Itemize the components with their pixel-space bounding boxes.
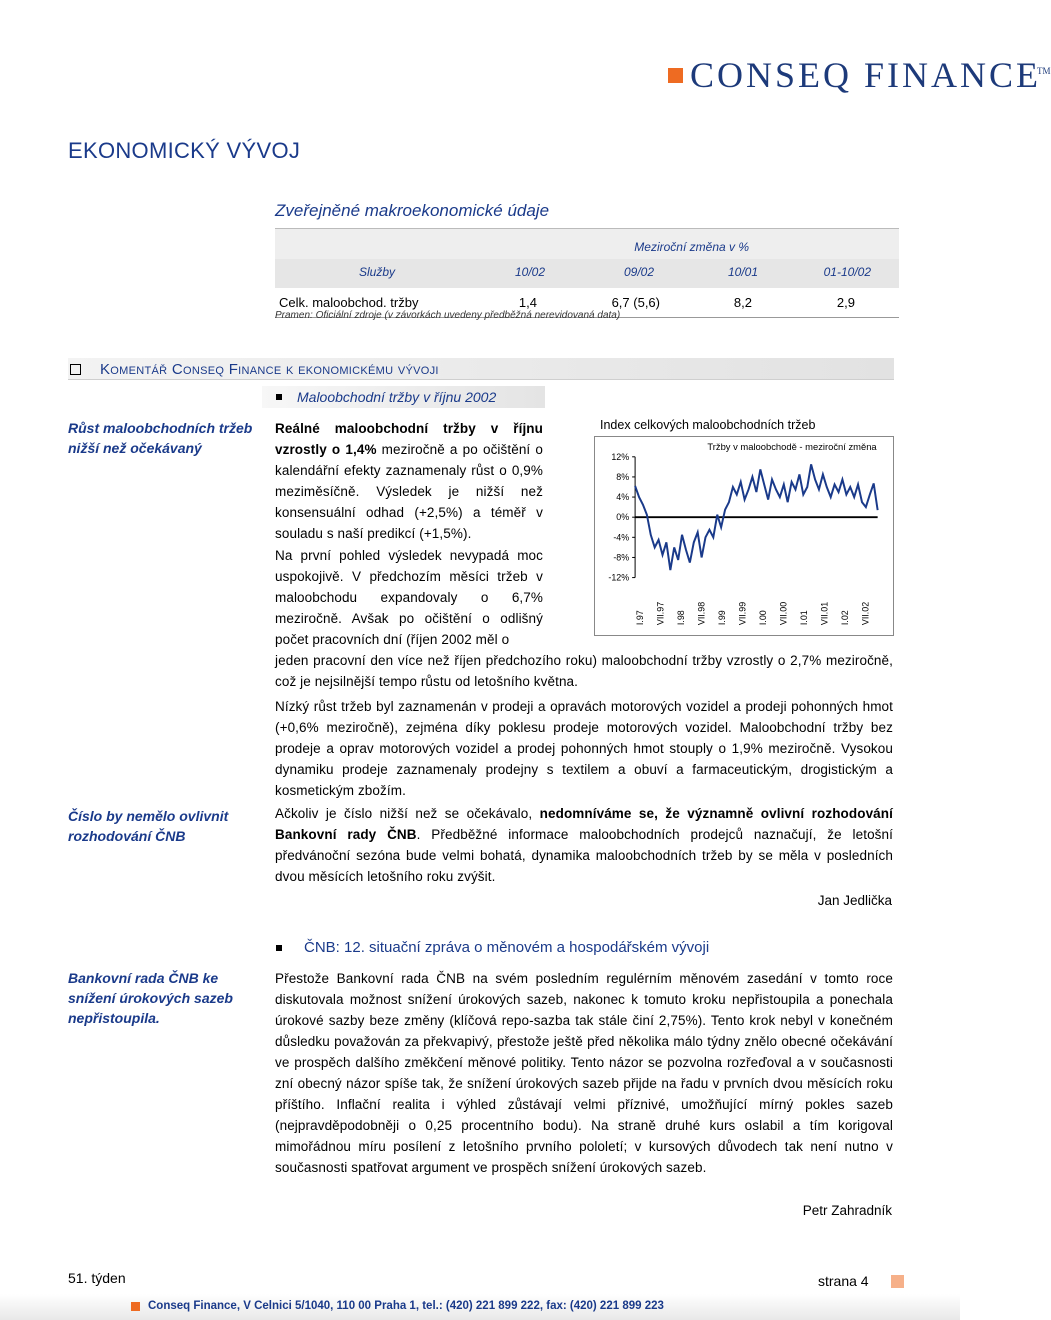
x-tick-label: I.97 — [635, 610, 646, 626]
section-heading-retail: Maloobchodní tržby v říjnu 2002 — [297, 389, 497, 405]
y-tick-label: -12% — [608, 572, 630, 583]
x-tick-label: I.98 — [675, 610, 686, 626]
paragraph-retail-2: Na první pohled výsledek nevypadá moc uspokojivě. V předchozím měsíci tržeb v maloobchodu expandovaly o 6,7% meziročně. Avšak po očištění o odlišný počet pracovních dní (říjen 2002 měl o — [275, 548, 543, 647]
checkbox-bullet-icon — [70, 364, 81, 375]
paragraph-retail-1: Reálné maloobchodní tržby v říjnu vzrostly o 1,4% meziročně a po očištění o kalendářní efekty zaznamenaly růst o 0,9% meziměsíčně. Výsledek je nižší než konsensuální odhad (+2,5%) a téměř v souladu s naší predikcí (+1,5%). — [275, 421, 543, 541]
col-header-4: 01-10/02 — [823, 265, 871, 279]
sidenote-retail-growth: Růst maloobchodních tržeb nižší než očekávaný — [68, 420, 253, 456]
cell-value: 8,2 — [733, 295, 752, 310]
y-tick-label: 0% — [616, 512, 630, 523]
cell-value: 1,4 — [518, 295, 537, 310]
bullet-icon — [276, 945, 282, 951]
col-header-3: 10/01 — [727, 265, 758, 279]
paragraph-retail-4: Ačkoliv je číslo nižší než se očekávalo, nedomníváme se, že významně ovlivní rozhodování Bankovní rady ČNB. Předběžné informace maloobchodních prodejců naznačují, že letošní předvánoční sezóna bude velmi bohatá, dynamika maloobchodních tržeb by se měla v posledních dvou měsících letošního roku zvýšit. — [275, 806, 893, 884]
x-tick-label: VII.99 — [737, 601, 748, 626]
footer-address: Conseq Finance, V Celnici 5/1040, 110 00 Praha 1, tel.: (420) 221 899 222, fax: (420) 221 899 223 — [148, 1300, 664, 1312]
sidenote-cnb: Číslo by nemělo ovlivnit rozhodování ČNB — [68, 808, 229, 844]
y-tick-label: 4% — [616, 492, 630, 503]
y-tick-label: 12% — [611, 451, 630, 462]
col-header-sluzby: Služby — [358, 265, 395, 279]
sidenote-cnb-rates: Bankovní rada ČNB ke snížení úrokových sazeb nepřistoupila. — [68, 970, 233, 1026]
author-signature: Jan Jedlička — [817, 893, 892, 908]
bullet-icon — [276, 394, 282, 400]
footer-bullet-icon — [131, 1302, 140, 1311]
retail-sales-chart — [594, 436, 894, 636]
table-source-note: Pramen: Oficiální zdroje (v závorkách uvedeny předběžná nerevidovaná data) — [275, 310, 621, 321]
page-title: EKONOMICKÝ VÝVOJ — [68, 138, 301, 163]
row-label: Celk. maloobchod. tržby — [279, 295, 419, 310]
x-tick-label: I.99 — [716, 610, 727, 626]
macro-section-title: Zveřejněné makroekonomické údaje — [275, 201, 550, 220]
page-number: strana 4 — [818, 1273, 869, 1289]
y-tick-label: -8% — [613, 552, 630, 563]
x-tick-label: VII.97 — [655, 601, 666, 626]
chart-title: Index celkových maloobchodních tržeb — [600, 418, 816, 432]
paragraph-retail-2-cont: jeden pracovní den více než říjen předchozího roku) maloobchodní tržby vzrostly o 2,7% meziročně, což je nejsilnější tempo růstu od letošního května. — [275, 653, 893, 689]
col-header-2: 09/02 — [623, 265, 654, 279]
x-tick-label: VII.98 — [696, 601, 707, 626]
x-tick-label: VII.00 — [778, 601, 789, 626]
x-tick-label: I.01 — [798, 610, 809, 626]
col-header-1: 10/02 — [514, 265, 545, 279]
x-tick-label: I.00 — [757, 610, 768, 626]
logo-square-icon — [668, 68, 683, 83]
x-tick-label: VII.01 — [819, 601, 830, 626]
cell-value: 2,9 — [836, 295, 855, 310]
x-tick-label: I.02 — [839, 610, 850, 626]
section-heading-cnb: ČNB: 12. situační zpráva o měnovém a hospodářském vývoji — [304, 939, 710, 956]
y-tick-label: -4% — [613, 532, 630, 543]
y-tick-label: 8% — [616, 471, 630, 482]
cell-value: 6,7 (5,6) — [611, 295, 660, 310]
commentary-title: Komentář Conseq Finance k ekonomickému vývoji — [100, 361, 439, 378]
x-tick-label: VII.02 — [860, 601, 871, 626]
brand-logo: CONSEQ FINANCE™ — [690, 55, 1051, 95]
author-signature: Petr Zahradník — [802, 1203, 892, 1218]
table-unit-label: Meziroční změna v % — [634, 240, 749, 254]
footer-square-icon — [891, 1275, 904, 1288]
paragraph-retail-3: Nízký růst tržeb byl zaznamenán v prodeji a opravách motorových vozidel a prodeji pohonných hmot (+0,6% meziročně), zejména díky poklesu prodeje motorových vozidel. Maloobchodní tržby bez prodeje a oprav motorových vozidel a prodej pohonných hmot stouply o 1,9% meziročně. Vysokou dynamiku prodeje zaznamenaly prodejny s textilem a obuví a farmaceutickým, drogistickým a kosmetickým zbožím. — [275, 699, 893, 798]
week-label: 51. týden — [68, 1270, 126, 1286]
macro-table — [275, 228, 899, 310]
paragraph-cnb: Přestože Bankovní rada ČNB na svém posledním regulérním měnovém zasedání v tomto roce diskutovala možnost snížení úrokových sazeb, nakonec k tomuto kroku nepřistoupila a ponechala úrokové sazby beze změny (klíčová repo-sazba tak stále činí 2,75%). Tento krok nebyl v konečném důsledku považován za překvapivý, přestože ještě před několika málo týdny znělo obecné očekávání ve prospěch dalšího změkčení měnové politiky. Tento názor se pozvolna rozřeďoval a v současnosti zní obecný názor spíše tak, že snížení úrokových sazeb přijde na řadu v prvních dvou měsících roku příštího. Inflační realita i výhled zůstávají velmi příznivé, umožňující mírný pokles sazeb (nejpravděpodobněji o 0,25 procentního bodu). Na straně druhé kurs oslabil a tím korigoval mimořádnou míru posílení z letošního prvního pololetí; v kursových důvodech tak není nutno v současnosti spatřovat argument ve prospěch snížení úrokových sazeb. — [275, 971, 893, 1175]
chart-legend: Tržby v maloobchodě - meziroční změna — [707, 440, 877, 452]
